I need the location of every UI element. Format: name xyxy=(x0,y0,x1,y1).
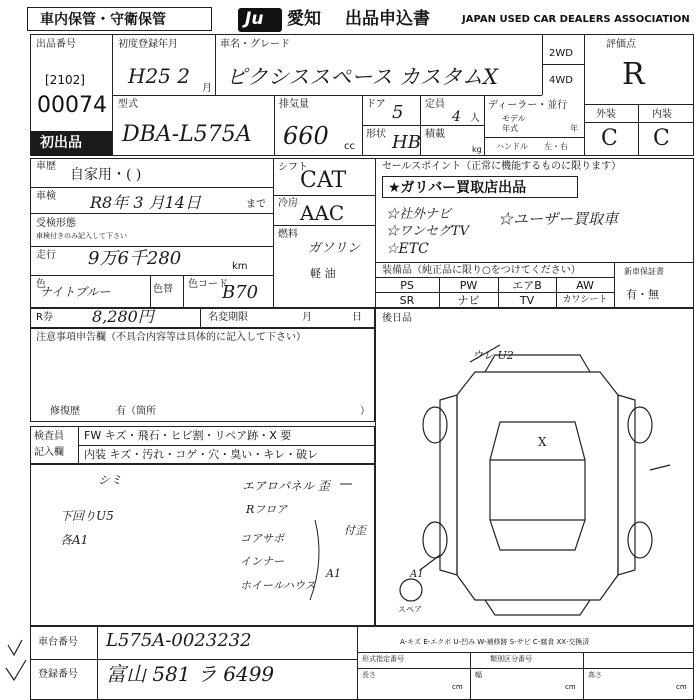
class-number-label: 類別区分番号 xyxy=(490,655,532,663)
model-year-label: モデル xyxy=(502,114,526,123)
handle-label: ハンドル xyxy=(496,142,528,151)
seat-label: 後日品 xyxy=(382,313,412,324)
model-year-label2: 年式 xyxy=(502,124,518,133)
repair-close: ） xyxy=(360,406,370,417)
displacement-unit: cc xyxy=(344,141,355,152)
height-label: 高さ xyxy=(588,671,602,679)
equip-aw: AW xyxy=(576,279,594,292)
shape-label: 形状 xyxy=(366,129,386,140)
equip-pw: PW xyxy=(459,279,478,292)
equip-navi: ナビ xyxy=(457,294,480,307)
color-label: 色 xyxy=(36,279,46,290)
type-label: 型式 xyxy=(118,99,138,110)
equip-leather: カワシート xyxy=(562,295,608,305)
year-unit: 年 xyxy=(570,124,578,133)
storage-tag: 車内保管・守衛保管 xyxy=(40,12,166,28)
grade-exterior-value: C xyxy=(601,126,618,151)
shape-value: HB xyxy=(392,132,421,153)
inspector-note-right-1: エアロパネル 歪 xyxy=(242,479,330,493)
height-unit: cm xyxy=(676,683,687,691)
diagram-label-spare: スペア xyxy=(398,605,422,614)
first-listing-label: 初出品 xyxy=(40,135,82,151)
capacity-unit: 人 xyxy=(470,113,480,124)
warranty-value: 有・無 xyxy=(626,288,659,301)
shift-label: シフト xyxy=(278,162,308,173)
displacement-label: 排気量 xyxy=(279,99,309,110)
name-change-month: 月 xyxy=(302,312,312,323)
drive-2wd: 2WD xyxy=(549,48,573,59)
fuel-alt: 軽 油 xyxy=(310,267,336,280)
color-code-label: 色コード xyxy=(188,279,228,290)
ju-logo-text: Ju xyxy=(245,9,264,29)
capacity-value: 4 xyxy=(452,109,461,125)
recycle-row xyxy=(30,308,375,328)
form-number-label: 形式指定番号 xyxy=(362,655,404,663)
chassis-value: L575A-0023232 xyxy=(106,630,252,651)
load-unit: kg xyxy=(472,145,482,154)
color-code-value: B70 xyxy=(222,282,259,303)
inspector-note-right-side: A1 xyxy=(326,567,341,580)
lot-code: [2102] xyxy=(45,73,85,87)
usage-label: 車歴 xyxy=(36,161,56,172)
inspector-note-left-2: 下回りU5 xyxy=(60,509,114,523)
mileage-unit: km xyxy=(232,261,248,272)
grade-exterior-label: 外装 xyxy=(596,109,616,120)
diagram-label-a1: A1 xyxy=(410,569,424,580)
sales-item-1: ☆社外ナビ xyxy=(386,207,452,222)
load-label: 積載 xyxy=(425,129,445,140)
inspector-note-right-3: コアサポ xyxy=(240,532,284,545)
equip-tv: TV xyxy=(519,294,535,307)
equipment-label: 装備品（純正品に限り○をつけてください） xyxy=(382,265,581,276)
warranty-label: 新車保証書 xyxy=(624,267,664,276)
width-unit: cm xyxy=(565,683,576,691)
name-change-label: 名変期限 xyxy=(208,312,248,323)
dealer-label: ディーラー・並行 xyxy=(488,100,568,111)
lot-number: 00074 xyxy=(37,93,107,118)
first-reg-month: 月 xyxy=(202,83,212,94)
grade-label: 評価点 xyxy=(606,39,636,50)
inspector-row-2: 内装 キズ・汚れ・コゲ・穴・臭い・キレ・破レ xyxy=(84,448,319,461)
name-change-day: 日 xyxy=(352,312,362,323)
diagram-label-x: X xyxy=(538,435,547,449)
notes-label: 注意事項申告欄（不具合内容等は具体的に記入して下さい） xyxy=(36,332,306,343)
mileage-value: 9万6千280 xyxy=(88,248,182,269)
inspector-note-right-2: Rフロア xyxy=(246,503,288,516)
repair-value: 有（箇所 xyxy=(116,406,156,417)
model-label: 車名・グレード xyxy=(220,39,290,50)
usage-value: 自家用・( ) xyxy=(70,167,142,183)
diagram-legend: A-キズ E-エクボ U-凹み W-補修跡 S-サビ C-腐食 XX-交換済 xyxy=(400,638,590,646)
inspection-label: 車検 xyxy=(36,191,56,202)
shift-value: CAT xyxy=(300,168,347,193)
length-label: 長さ xyxy=(362,671,376,679)
inspector-label-2: 記入欄 xyxy=(34,447,64,458)
diagram-label-front: ウレ U2 xyxy=(472,349,514,362)
equip-ps: PS xyxy=(400,279,414,292)
org-english: JAPAN USED CAR DEALERS ASSOCIATION xyxy=(462,14,690,25)
recycle-value: 8,280円 xyxy=(92,307,154,326)
equip-airbag: エアB xyxy=(512,279,542,292)
drive-4wd: 4WD xyxy=(549,75,573,86)
doors-label: ドア xyxy=(366,99,386,110)
inspector-note-right-4: インナー xyxy=(240,555,284,568)
inspector-note-left-3: 各A1 xyxy=(60,533,89,547)
inspection-end: まで xyxy=(246,199,266,210)
sales-item-2: ☆ワンセグTV xyxy=(386,224,470,239)
mileage-label: 走行 xyxy=(36,250,56,261)
sales-item-4: ☆ETC xyxy=(386,241,429,257)
recycle-label: R券 xyxy=(36,312,53,323)
capacity-label: 定員 xyxy=(425,99,445,110)
lot-label: 出品番号 xyxy=(36,39,76,50)
displacement-value: 660 xyxy=(283,122,329,150)
grade-interior-label: 内装 xyxy=(652,109,672,120)
form-title: 出品申込書 xyxy=(345,9,430,29)
ac-label: 冷房 xyxy=(278,198,298,209)
first-reg-value: H25 2 xyxy=(128,64,190,88)
doors-value: 5 xyxy=(392,102,404,123)
handle-options: 左・右 xyxy=(544,142,568,151)
type-value: DBA-L575A xyxy=(122,122,252,147)
repair-label: 修復歴 xyxy=(50,406,80,417)
sales-item-3: ☆ユーザー買取車 xyxy=(498,210,619,228)
color-change-label: 色替 xyxy=(153,284,173,295)
grade-value: R xyxy=(622,57,645,92)
equip-sr: SR xyxy=(399,294,415,307)
first-reg-label: 初度登録年月 xyxy=(118,39,178,50)
inspector-note-left-1: シミ xyxy=(98,473,123,487)
inspector-row-1: FW キズ・飛石・ヒビ割・リペア跡・X 要 xyxy=(84,429,292,442)
chassis-label: 車台番号 xyxy=(38,637,78,648)
sales-points-label: セールスポイント（正常に機能するものに限ります） xyxy=(382,161,622,172)
org-prefix: 愛知 xyxy=(287,9,321,29)
receipt-label: 受検形態 xyxy=(36,218,76,229)
inspector-note-side: 付歪 xyxy=(344,524,366,537)
sales-headline: ★ガリバー買取店出品 xyxy=(388,180,527,196)
plate-label: 登録番号 xyxy=(38,669,78,680)
fuel-value: ガソリン xyxy=(308,241,361,256)
width-label: 幅 xyxy=(475,671,482,679)
model-value: ピクシススペース カスタムX xyxy=(226,65,498,89)
fuel-label: 燃料 xyxy=(278,229,298,240)
length-unit: cm xyxy=(452,683,463,691)
color-value: ナイトブルー xyxy=(40,285,111,299)
inspection-value: R8年 3 月14日 xyxy=(90,193,201,212)
plate-value: 富山 581 ラ 6499 xyxy=(106,662,275,686)
grade-interior-value: C xyxy=(653,126,670,151)
receipt-note: 車検付きのみ記入して下さい xyxy=(36,232,127,240)
inspector-note-right-5: ホイールハウス xyxy=(240,579,316,592)
ac-value: AAC xyxy=(300,201,345,225)
inspector-label-1: 検査員 xyxy=(34,431,64,442)
